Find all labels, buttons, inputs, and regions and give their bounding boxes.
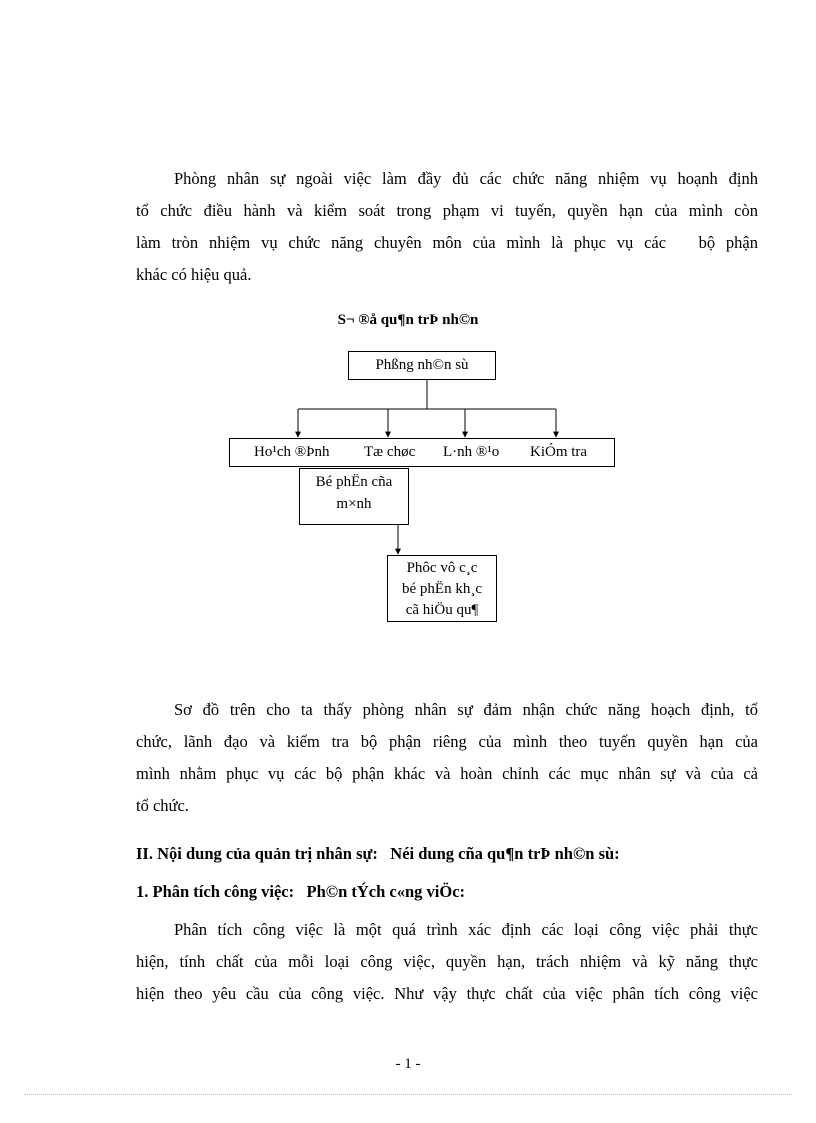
page-number: - 1 -: [395, 1056, 421, 1072]
summary-line-4: tổ chức.: [136, 796, 189, 815]
section-2-1-heading: 1. Phân tích công việc: Ph©n tÝch c«ng viÖc:: [136, 882, 466, 901]
function-kiem-tra: KiÓm tra: [530, 444, 588, 460]
analysis-line-2: hiện, tính chất của mỗi loại công việc, quyền hạn, trách nhiệm và kỹ năng thực: [136, 952, 758, 971]
diagram-title: S¬ ®å qu¶n trÞ nh©n: [337, 312, 479, 328]
summary-line-1: Sơ đồ trên cho ta thấy phòng nhân sự đảm nhận chức năng hoạch định, tổ: [174, 700, 758, 719]
section-2-heading: II. Nội dung của quản trị nhân sự: Néi dung cña qu¶n trÞ nh©n sù:: [136, 844, 620, 863]
summary-paragraph: [136, 694, 758, 822]
intro-line-4: khác có hiệu quả.: [136, 265, 252, 284]
hr-department-label: Phßng nh©n sù: [375, 357, 469, 373]
function-lanh-dao: L·nh ®¹o: [443, 444, 500, 460]
own-unit-box: [299, 468, 409, 525]
serve-units-box: [387, 555, 497, 622]
intro-line-3: làm tròn nhiệm vụ chức năng chuyên môn của mình là phục vụ các bộ phận: [136, 233, 758, 252]
analysis-line-3: hiện theo yêu cầu của công việc. Như vậy thực chất của việc phân tích công việc: [136, 984, 758, 1003]
functions-box: [229, 438, 615, 467]
intro-line-1: Phòng nhân sự ngoài việc làm đầy đủ các chức năng nhiệm vụ hoạnh định: [174, 169, 758, 188]
intro-line-2: tổ chức điều hành và kiểm soát trong phạm vi tuyến, quyền hạn của mình còn: [136, 201, 758, 220]
hr-department-box: [348, 351, 496, 380]
own-unit-line-2: m×nh: [336, 496, 372, 512]
summary-line-3: mình nhằm phục vụ các bộ phận khác và hoàn chỉnh các mục nhân sự và của cả: [136, 764, 758, 783]
page-bottom-rule: [24, 1094, 792, 1095]
intro-paragraph: [136, 163, 758, 291]
analysis-paragraph: [136, 914, 758, 1010]
summary-line-2: chức, lãnh đạo và kiểm tra bộ phận riêng của mình theo tuyến quyền hạn của: [136, 732, 758, 751]
function-hoach-dinh: Ho¹ch ®Þnh: [254, 444, 330, 460]
function-to-chuc: Tæ chøc: [364, 444, 416, 460]
serve-line-1: Phôc vô c¸c: [406, 560, 478, 576]
serve-line-3: cã hiÖu qu¶: [405, 602, 479, 618]
own-unit-line-1: Bé phËn cña: [315, 474, 393, 490]
analysis-line-1: Phân tích công việc là một quá trình xác định các loại công việc phải thực: [174, 920, 758, 939]
serve-line-2: bé phËn kh¸c: [402, 581, 482, 597]
